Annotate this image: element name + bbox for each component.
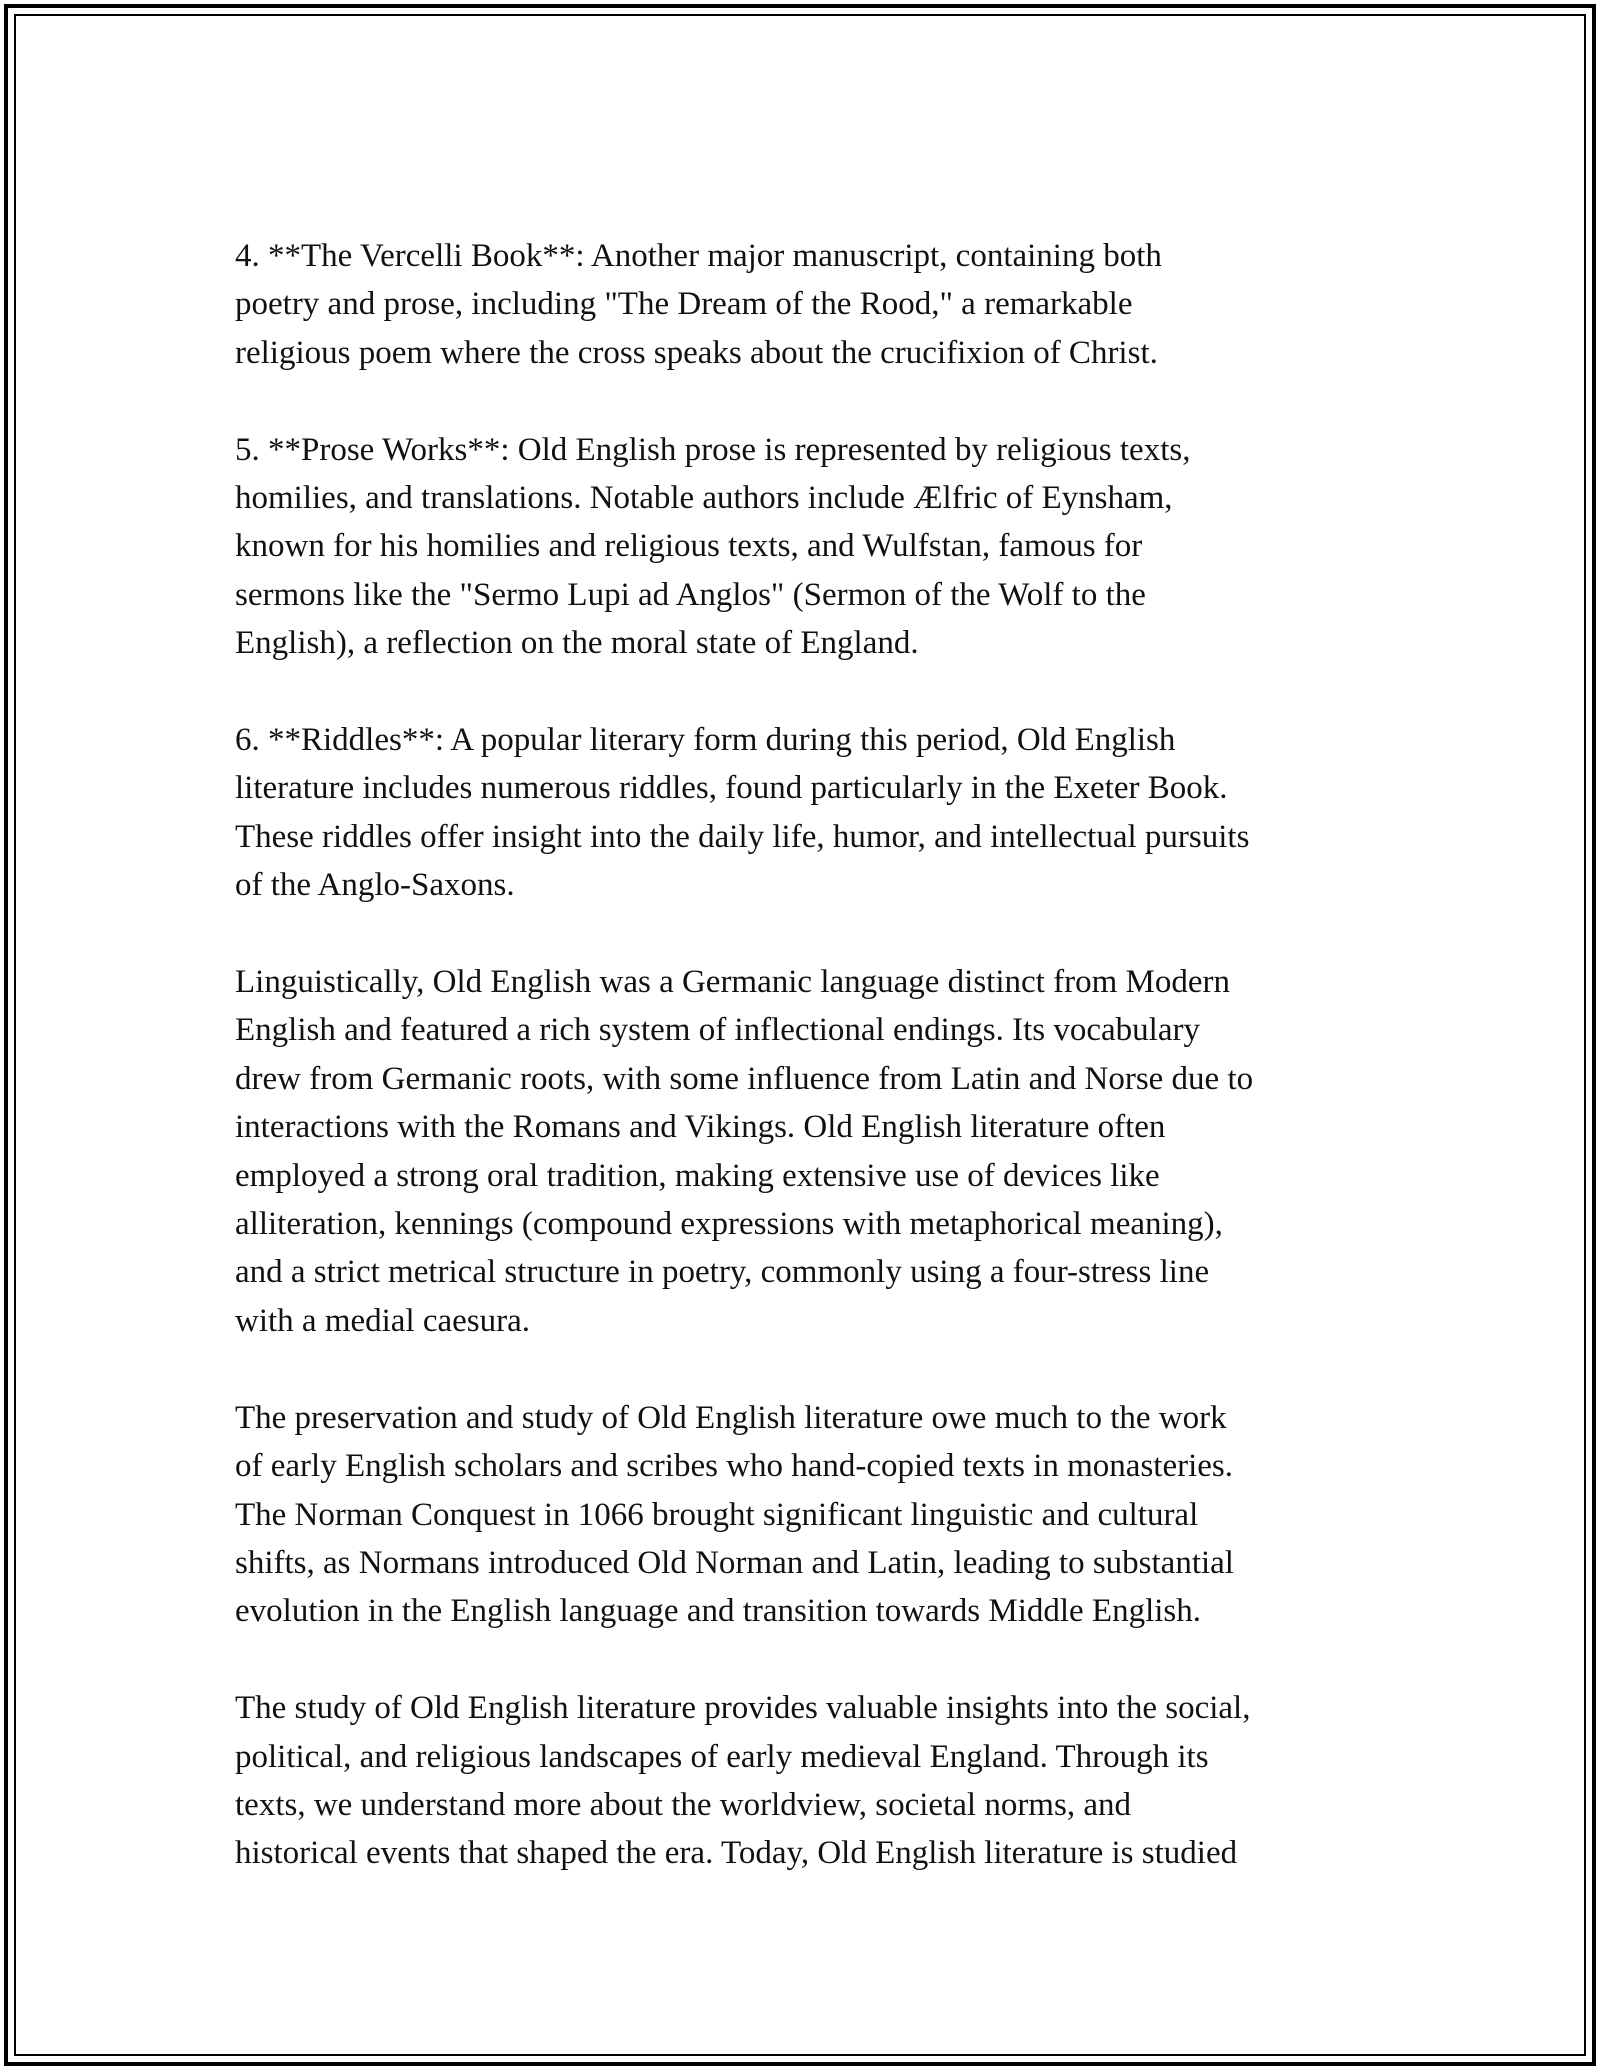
text-line: English), a reflection on the moral state of England. (235, 625, 919, 662)
text-line: of early English scholars and scribes who hand-copied texts in monasteries. (235, 1448, 1233, 1485)
text-line: evolution in the English language and transition towards Middle English. (235, 1593, 1202, 1630)
text-line: texts, we understand more about the worldview, societal norms, and (235, 1786, 1131, 1823)
text-line: known for his homilies and religious texts, and Wulfstan, famous for (235, 528, 1143, 565)
text-line: shifts, as Normans introduced Old Norman and Latin, leading to substantial (235, 1544, 1234, 1581)
text-line: literature includes numerous riddles, found particularly in the Exeter Book. (235, 770, 1228, 807)
text-line: and a strict metrical structure in poetry, commonly using a four-stress line (235, 1254, 1210, 1291)
paragraph-preservation (235, 1394, 1395, 1636)
text-line: historical events that shaped the era. Today, Old English literature is studied (235, 1835, 1238, 1872)
text-line: with a medial caesura. (235, 1302, 531, 1339)
text-line: The study of Old English literature provides valuable insights into the social, (235, 1690, 1251, 1727)
paragraph-vercelli-book (235, 232, 1395, 377)
paragraph-prose-works (235, 426, 1395, 668)
text-line: employed a strong oral tradition, making extensive use of devices like (235, 1157, 1160, 1194)
paragraph-linguistics (235, 958, 1395, 1345)
text-line: poetry and prose, including "The Dream of the Rood," a remarkable (235, 286, 1133, 323)
text-line: Linguistically, Old English was a Germanic language distinct from Modern (235, 964, 1230, 1001)
text-line: These riddles offer insight into the daily life, humor, and intellectual pursuits (235, 818, 1250, 855)
text-line: 4. **The Vercelli Book**: Another major manuscript, containing both (235, 238, 1162, 274)
text-line: of the Anglo-Saxons. (235, 867, 515, 904)
paragraph-study (235, 1684, 1395, 1878)
text-line: political, and religious landscapes of early medieval England. Through its (235, 1738, 1209, 1775)
text-line: drew from Germanic roots, with some influence from Latin and Norse due to (235, 1060, 1254, 1097)
text-line: interactions with the Romans and Vikings. Old English literature often (235, 1109, 1166, 1146)
text-line: religious poem where the cross speaks about the crucifixion of Christ. (235, 334, 1158, 371)
text-line: The Norman Conquest in 1066 brought significant linguistic and cultural (235, 1496, 1199, 1533)
text-line: English and featured a rich system of inflectional endings. Its vocabulary (235, 1012, 1200, 1049)
text-line: alliteration, kennings (compound expressions with metaphorical meaning), (235, 1206, 1223, 1243)
text-line: homilies, and translations. Notable authors include Ælfric of Eynsham, (235, 480, 1173, 517)
text-line: 6. **Riddles**: A popular literary form during this period, Old English (235, 722, 1176, 759)
page-body (235, 232, 1395, 1926)
text-line: 5. **Prose Works**: Old English prose is represented by religious texts, (235, 431, 1191, 468)
text-line: The preservation and study of Old English literature owe much to the work (235, 1399, 1227, 1436)
paragraph-riddles (235, 716, 1395, 910)
text-line: sermons like the "Sermo Lupi ad Anglos" (Sermon of the Wolf to the (235, 576, 1146, 613)
